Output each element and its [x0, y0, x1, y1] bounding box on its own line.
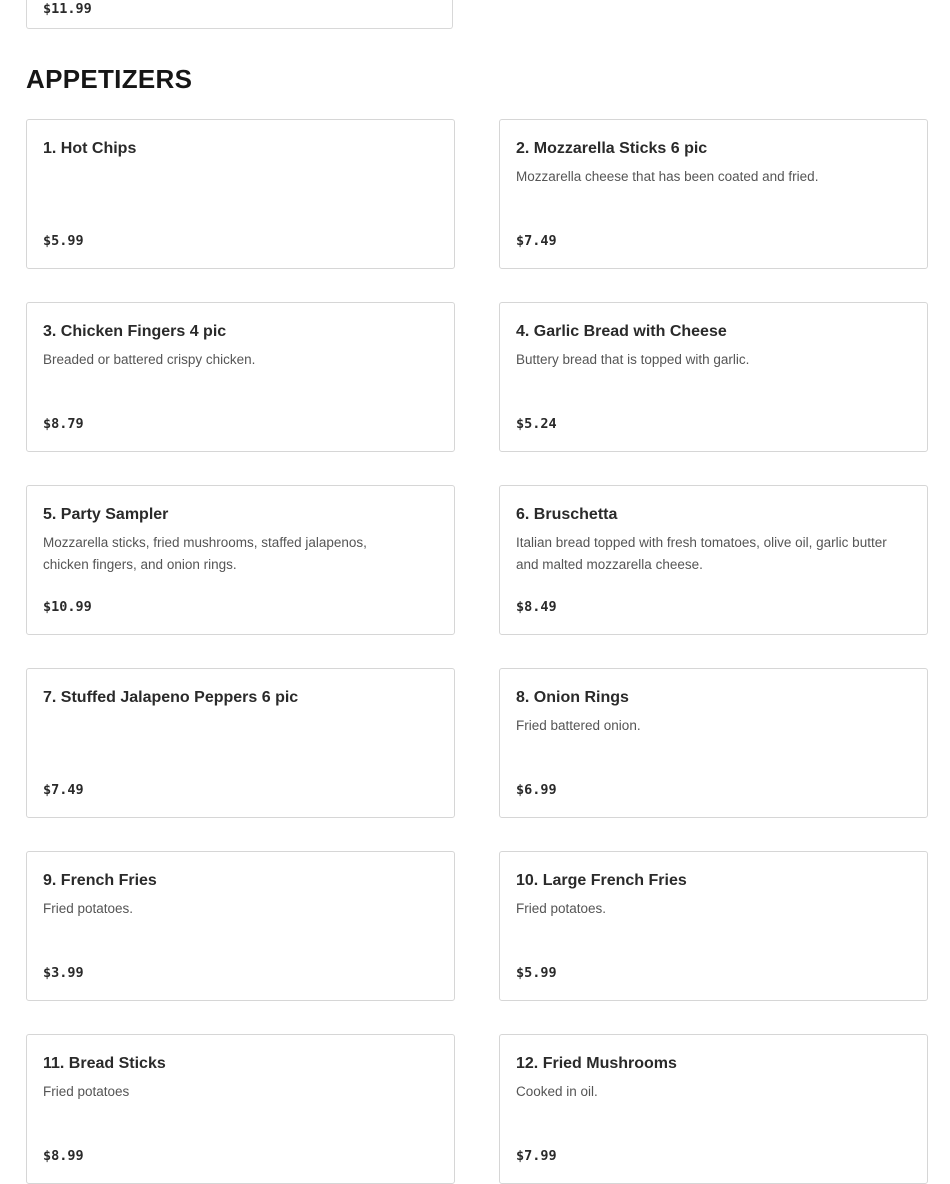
item-name: 9. French Fries — [43, 872, 157, 889]
item-description: Fried potatoes. — [43, 901, 134, 916]
item-name: 12. Fried Mushrooms — [516, 1055, 677, 1072]
item-price: $8.99 — [43, 1148, 84, 1164]
section-title: APPETIZERS — [26, 64, 193, 94]
item-price: $5.99 — [43, 233, 84, 249]
menu-item-card[interactable] — [499, 119, 928, 269]
menu-item-card[interactable] — [26, 668, 455, 818]
menu-item-card-previous[interactable] — [26, 0, 453, 29]
item-name: 2. Mozzarella Sticks 6 pic — [516, 140, 708, 157]
item-description: Mozzarella sticks, fried mushrooms, staffed jalapenos, chicken fingers, and onion rings. — [43, 535, 367, 572]
menu-item-card[interactable] — [26, 485, 455, 635]
item-name: 10. Large French Fries — [516, 872, 687, 889]
item-description: Fried potatoes. — [516, 901, 607, 916]
item-price: $7.99 — [516, 1148, 557, 1164]
item-name: 7. Stuffed Jalapeno Peppers 6 pic — [43, 689, 299, 706]
item-price: $10.99 — [43, 599, 92, 615]
item-name: 3. Chicken Fingers 4 pic — [43, 323, 227, 340]
item-name: 11. Bread Sticks — [43, 1055, 166, 1072]
item-description: Cooked in oil. — [516, 1084, 598, 1099]
menu-item-card[interactable] — [26, 119, 455, 269]
item-name: 5. Party Sampler — [43, 506, 169, 523]
item-description: Fried potatoes — [43, 1084, 130, 1099]
item-price: $5.24 — [516, 416, 557, 432]
menu-item-card[interactable] — [499, 1034, 928, 1184]
item-name: 8. Onion Rings — [516, 689, 629, 706]
item-price: $7.49 — [43, 782, 84, 798]
item-price: $8.49 — [516, 599, 557, 615]
item-price: $7.49 — [516, 233, 557, 249]
menu-item-card[interactable] — [499, 302, 928, 452]
item-name: 6. Bruschetta — [516, 506, 618, 523]
menu-item-card[interactable] — [499, 668, 928, 818]
item-description: Buttery bread that is topped with garlic. — [516, 352, 750, 367]
item-description: Breaded or battered crispy chicken. — [43, 352, 256, 367]
menu-item-card[interactable] — [26, 1034, 455, 1184]
item-price: $5.99 — [516, 965, 557, 981]
item-description: Mozzarella cheese that has been coated and fried. — [516, 169, 819, 184]
item-description: Italian bread topped with fresh tomatoes, olive oil, garlic butter and malted mozzarella cheese. — [516, 535, 887, 572]
item-price: $6.99 — [516, 782, 557, 798]
item-price: $8.79 — [43, 416, 84, 432]
item-price: $3.99 — [43, 965, 84, 981]
item-price: $11.99 — [43, 1, 92, 17]
item-description: Fried battered onion. — [516, 718, 641, 733]
menu-item-card[interactable] — [26, 302, 455, 452]
menu-item-grid — [26, 119, 928, 1184]
item-name: 1. Hot Chips — [43, 140, 137, 157]
menu-item-card[interactable] — [26, 851, 455, 1001]
menu-item-card[interactable] — [499, 485, 928, 635]
menu-item-card[interactable] — [499, 851, 928, 1001]
item-name: 4. Garlic Bread with Cheese — [516, 323, 727, 340]
